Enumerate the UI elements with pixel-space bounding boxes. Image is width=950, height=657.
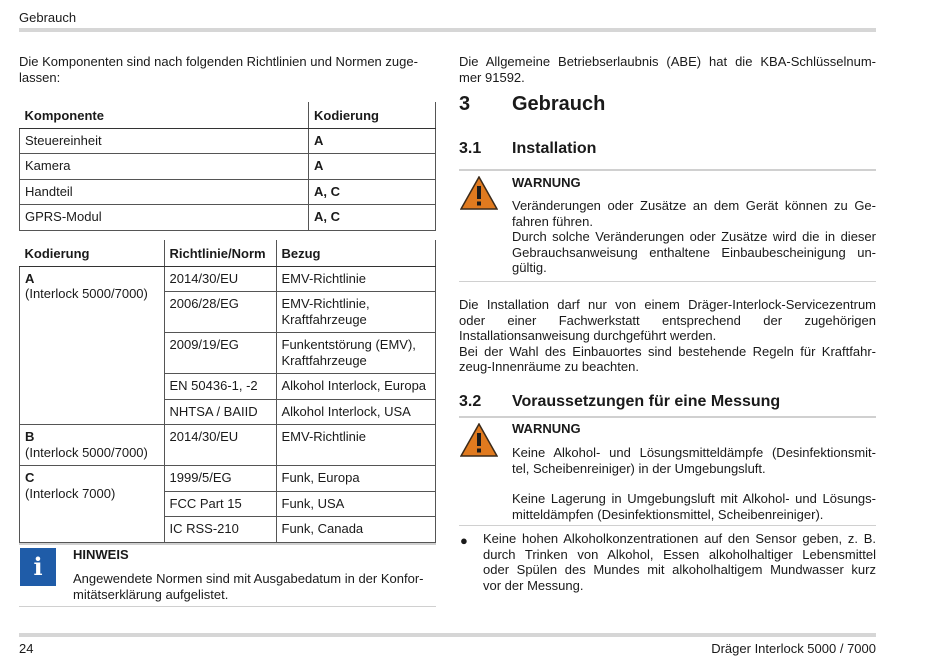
reference-cell: EMV-Richtlinie, Kraftfahrzeuge bbox=[276, 292, 436, 333]
reference-cell: Funk, Europa bbox=[276, 466, 436, 492]
note-line: mitätserklärung aufgelistet. bbox=[73, 586, 229, 602]
norm-cell: EN 50436-1, -2 bbox=[164, 374, 276, 400]
install-line: oder einer Fachwerkstatt entsprechend der zugehörigen bbox=[459, 312, 876, 328]
code-variant: (Interlock 5000/7000) bbox=[25, 444, 148, 460]
warning-line: Veränderungen oder Zusätze an dem Gerät können zu Ge- bbox=[512, 198, 876, 213]
standards-table bbox=[19, 240, 436, 543]
code-variant: (Interlock 5000/7000) bbox=[25, 286, 148, 301]
reference-cell: EMV-Richtlinie bbox=[276, 266, 436, 292]
component-name: Steuereinheit bbox=[20, 128, 309, 154]
table-row bbox=[20, 205, 436, 231]
warning-rule-top bbox=[459, 169, 876, 171]
intro-line: Die Komponenten sind nach folgenden Richtlinien und Normen zuge- bbox=[19, 54, 418, 69]
note-rule-top bbox=[19, 543, 436, 545]
code-letter: B bbox=[25, 429, 35, 444]
table-header: Richtlinie/Norm bbox=[164, 240, 276, 266]
reference-cell: EMV-Richtlinie bbox=[276, 425, 436, 466]
bullet-icon: ● bbox=[460, 533, 468, 548]
component-code: A, C bbox=[309, 179, 436, 205]
install-line: Die Installation darf nur von einem Dräger-Interlock-Servicezentrum bbox=[459, 297, 876, 312]
document-title: Dräger Interlock 5000 / 7000 bbox=[711, 641, 876, 656]
table-row bbox=[20, 154, 436, 180]
component-name: Kamera bbox=[20, 154, 309, 180]
warning-line: gültig. bbox=[512, 260, 547, 275]
norm-cell: 2009/19/EG bbox=[164, 333, 276, 374]
note-rule-bottom bbox=[19, 606, 436, 607]
abe-paragraph bbox=[459, 54, 876, 85]
table-row bbox=[20, 466, 436, 492]
bullet-line: durch Trinken von Alkohol, Essen alkoholhaltiger Lebensmittel bbox=[483, 546, 876, 562]
install-line: Bei der Wahl des Einbauortes sind bestehende Regeln für Kraftfahr- bbox=[459, 343, 876, 359]
table-header: Bezug bbox=[276, 240, 436, 266]
component-name: Handteil bbox=[20, 179, 309, 205]
warning-rule-bottom bbox=[459, 281, 876, 282]
note-title: HINWEIS bbox=[73, 547, 129, 562]
bullet-line: vor der Messung. bbox=[483, 577, 584, 593]
warning-line: Keine Alkohol- und Lösungsmitteldämpfe (Desinfektionsmit- bbox=[512, 445, 876, 460]
warning-rule-bottom bbox=[459, 525, 876, 526]
reference-cell: Funk, Canada bbox=[276, 517, 436, 543]
warning-line: Gebrauchsanweisung enthaltene Einbaubescheinigung un- bbox=[512, 244, 876, 260]
warning-line: mitteldämpfen (Desinfektionsmittel, Scheibenreiniger). bbox=[512, 506, 824, 522]
warning-line: fahren führen. bbox=[512, 213, 593, 229]
norm-cell: 2014/30/EU bbox=[164, 266, 276, 292]
component-code: A, C bbox=[309, 205, 436, 231]
note-text bbox=[73, 571, 436, 602]
intro-paragraph bbox=[19, 54, 436, 85]
reference-cell: Funk, USA bbox=[276, 491, 436, 517]
component-name: GPRS-Modul bbox=[20, 205, 309, 231]
bullet-text bbox=[483, 531, 876, 593]
install-line: zeug-Innenräume zu beachten. bbox=[459, 359, 639, 374]
table-header: Kodierung bbox=[309, 102, 436, 128]
norm-cell: 2006/28/EG bbox=[164, 292, 276, 333]
warning-triangle-icon bbox=[460, 176, 498, 210]
reference-cell: Funkentstörung (EMV), Kraftfahrzeuge bbox=[276, 333, 436, 374]
chapter-number: 3 bbox=[459, 93, 471, 115]
section-title: Voraussetzungen für eine Messung bbox=[512, 393, 781, 410]
section-title: Installation bbox=[512, 140, 597, 157]
warning-rule-top bbox=[459, 416, 876, 418]
norm-cell: 2014/30/EU bbox=[164, 425, 276, 466]
info-icon: i bbox=[20, 548, 56, 586]
note-line: Angewendete Normen sind mit Ausgabedatum in der Konfor- bbox=[73, 571, 424, 586]
footer-rule bbox=[19, 633, 876, 637]
section-number: 3.2 bbox=[459, 393, 482, 410]
warning-line: Durch solche Veränderungen oder Zusätze wird die in dieser bbox=[512, 229, 876, 244]
component-code: A bbox=[309, 154, 436, 180]
warning-triangle-icon bbox=[460, 423, 498, 457]
warning-text bbox=[512, 198, 876, 276]
table-header: Komponente bbox=[20, 102, 309, 128]
norm-cell: FCC Part 15 bbox=[164, 491, 276, 517]
reference-cell: Alkohol Interlock, USA bbox=[276, 399, 436, 425]
code-cell bbox=[20, 425, 165, 466]
warning-title: WARNUNG bbox=[512, 175, 581, 190]
norm-cell: 1999/5/EG bbox=[164, 466, 276, 492]
install-line: Installationsanweisung durchgeführt werden. bbox=[459, 328, 717, 343]
bullet-line: Keine hohen Alkoholkonzentrationen auf den Sensor geben, z. B. bbox=[483, 531, 876, 546]
table-row bbox=[20, 266, 436, 292]
code-letter: C bbox=[25, 470, 35, 485]
table-row bbox=[20, 128, 436, 154]
warning-line: Keine Lagerung in Umgebungsluft mit Alkohol- und Lösungs- bbox=[512, 491, 876, 506]
section-number: 3.1 bbox=[459, 140, 482, 157]
intro-line: lassen: bbox=[19, 69, 61, 85]
reference-cell: Alkohol Interlock, Europa bbox=[276, 374, 436, 400]
components-table bbox=[19, 102, 436, 231]
table-row bbox=[20, 179, 436, 205]
code-letter: A bbox=[25, 270, 35, 286]
bullet-line: oder Spülen des Mundes mit alkoholhaltigem Mundwasser kurz bbox=[483, 562, 876, 577]
table-row bbox=[20, 425, 436, 466]
warning-title: WARNUNG bbox=[512, 421, 581, 436]
code-cell bbox=[20, 466, 165, 543]
norm-cell: IC RSS-210 bbox=[164, 517, 276, 543]
abe-line: mer 91592. bbox=[459, 69, 525, 85]
code-variant: (Interlock 7000) bbox=[25, 485, 116, 501]
running-header: Gebrauch bbox=[19, 10, 77, 25]
code-cell bbox=[20, 266, 165, 425]
warning-text bbox=[512, 445, 876, 476]
component-code: A bbox=[309, 128, 436, 154]
abe-line: Die Allgemeine Betriebserlaubnis (ABE) hat die KBA-Schlüsselnum- bbox=[459, 54, 876, 69]
page-number: 24 bbox=[19, 641, 34, 656]
header-rule bbox=[19, 28, 876, 32]
warning-text bbox=[512, 491, 876, 522]
installation-paragraph bbox=[459, 297, 876, 375]
chapter-title: Gebrauch bbox=[512, 93, 606, 115]
norm-cell: NHTSA / BAIID bbox=[164, 399, 276, 425]
table-header: Kodierung bbox=[20, 240, 165, 266]
warning-line: tel, Scheibenreiniger) in der Umgebungsluft. bbox=[512, 460, 766, 476]
